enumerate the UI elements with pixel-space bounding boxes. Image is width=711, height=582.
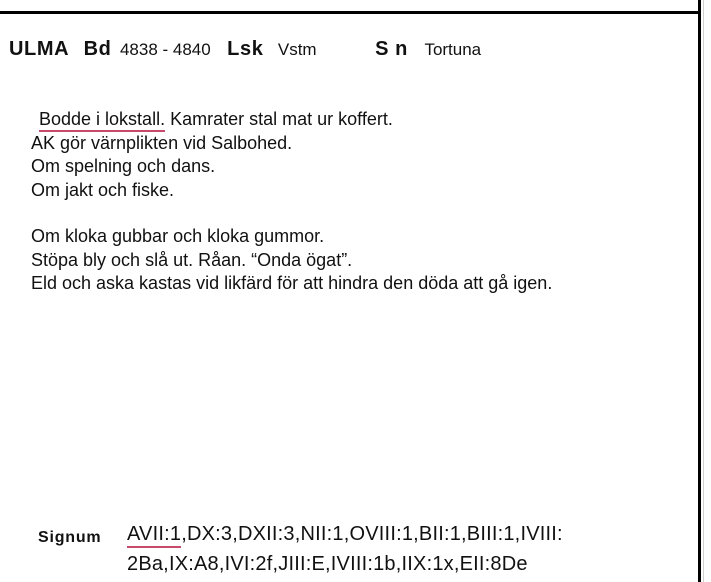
content-line-7: Eld och aska kastas vid likfärd för att hindra den döda att gå igen.	[31, 273, 553, 293]
content-line-6: Stöpa bly och slå ut. Råan. “Onda ögat”.	[31, 249, 353, 270]
card-header	[9, 38, 481, 61]
signum-codes	[127, 519, 702, 579]
paragraph-gap	[31, 202, 552, 225]
signum-label: Signum	[38, 529, 102, 546]
signum-codes-line-1-rest: ,DX:3,DXII:3,NII:1,OVIII:1,BII:1,BIII:1,IVIII:	[181, 523, 563, 545]
signum-first-code: AVII:1	[127, 523, 181, 548]
card-content	[31, 108, 552, 296]
content-line-2: AK gör värnplikten vid Salbohed.	[31, 132, 293, 153]
underlined-phrase: Bodde i lokstall.	[39, 109, 165, 132]
lsk-value: Vstm	[277, 40, 317, 59]
content-line-3: Om spelning och dans.	[31, 156, 216, 176]
content-line-5: Om kloka gubbar och kloka gummor.	[31, 226, 325, 246]
content-line-1	[31, 108, 552, 132]
content-line-4: Om jakt och fiske.	[31, 179, 175, 200]
card-top-border	[0, 0, 700, 14]
lsk-label: Lsk	[227, 38, 264, 60]
bd-value: 4838 - 4840	[119, 40, 211, 59]
signum-codes-line-1	[127, 519, 702, 549]
card-edge-shadow	[703, 0, 704, 582]
sn-label: S n	[375, 38, 408, 60]
signum-codes-line-2: 2Ba,IX:A8,IVI:2f,JIII:E,IVIII:1b,IIX:1x,EII:8De	[127, 553, 528, 575]
card-right-border	[698, 0, 701, 582]
bd-label: Bd	[83, 38, 112, 60]
content-line-1-rest: Kamrater stal mat ur koffert.	[165, 109, 393, 129]
ulma-label: ULMA	[9, 38, 70, 60]
sn-value: Tortuna	[424, 40, 482, 59]
